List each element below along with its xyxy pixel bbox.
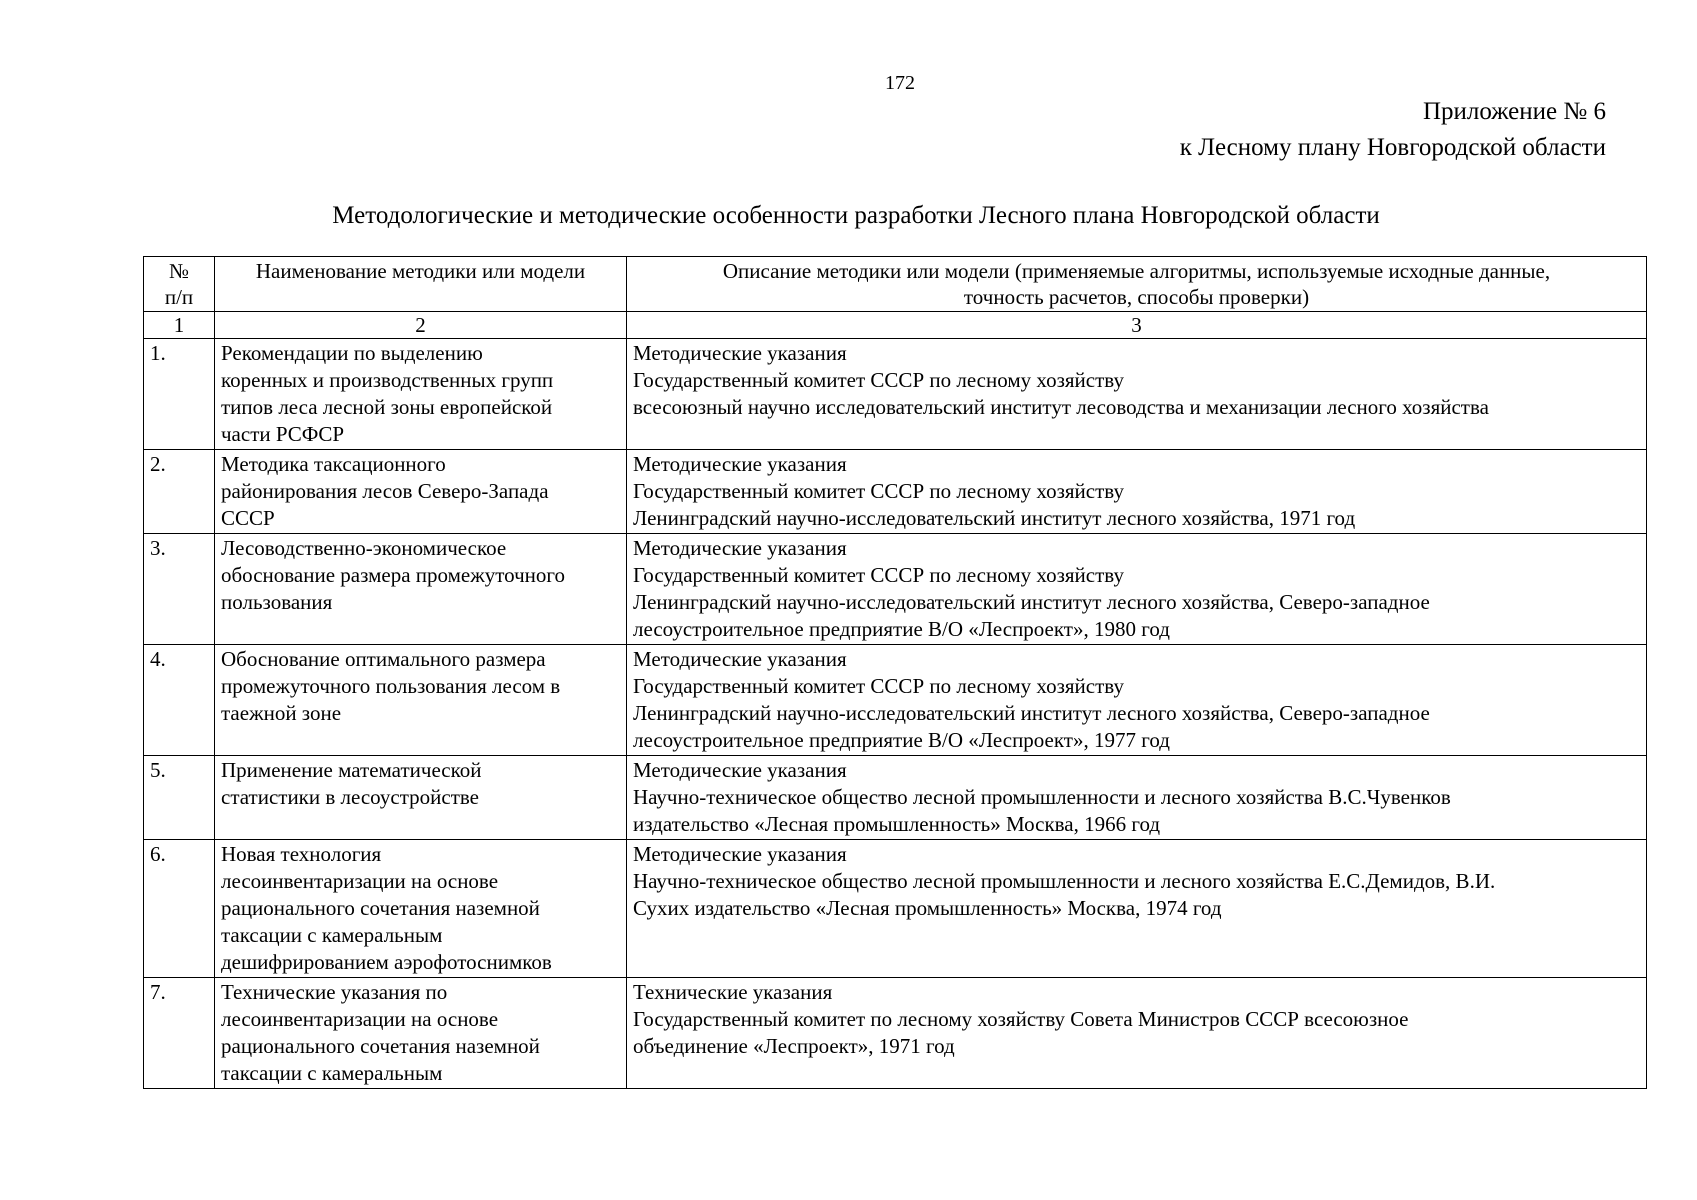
row-number: 4. (144, 645, 215, 756)
method-name-line: дешифрированием аэрофотоснимков (221, 950, 552, 974)
method-name-line: части РСФСР (221, 422, 345, 446)
table-header-row (144, 257, 1647, 312)
row-number: 6. (144, 840, 215, 978)
column-number: 3 (627, 312, 1647, 339)
method-description-line: Ленинградский научно-исследовательский институт лесного хозяйства, 1971 год (633, 506, 1356, 530)
table-row (144, 645, 1647, 756)
appendix-line-1: Приложение № 6 (1422, 98, 1606, 125)
method-name-line: таежной зоне (221, 701, 342, 725)
method-description-line: Ленинградский научно-исследовательский институт лесного хозяйства, Северо-западное (633, 590, 1430, 614)
method-description-line: Государственный комитет по лесному хозяйству Совета Министров СССР всесоюзное (633, 1007, 1409, 1031)
method-name-line: Технические указания по (221, 980, 448, 1004)
method-description-line: Государственный комитет СССР по лесному хозяйству (633, 368, 1124, 392)
method-name-cell (215, 645, 627, 756)
method-description-cell (627, 840, 1647, 978)
method-description-line: Технические указания (633, 980, 833, 1004)
method-name-line: типов леса лесной зоны европейской (221, 395, 553, 419)
method-name-line: Рекомендации по выделению (221, 341, 483, 365)
row-number: 2. (144, 450, 215, 534)
column-number: 2 (215, 312, 627, 339)
method-description-line: Сухих издательство «Лесная промышленность» Москва, 1974 год (633, 896, 1222, 920)
page-number: 172 (885, 72, 915, 94)
method-description-line: Научно-техническое общество лесной промышленности и лесного хозяйства В.С.Чувенков (633, 785, 1451, 809)
row-number: 5. (144, 756, 215, 840)
table-row (144, 840, 1647, 978)
method-name-line: рационального сочетания наземной (221, 896, 540, 920)
method-name-line: Новая технология (221, 842, 382, 866)
header-number-line: п/п (164, 285, 194, 309)
method-name-line: Обоснование оптимального размера (221, 647, 546, 671)
appendix-line-2: к Лесному плану Новгородской области (1179, 134, 1606, 161)
row-number: 7. (144, 978, 215, 1089)
method-description-cell (627, 534, 1647, 645)
method-description-line: издательство «Лесная промышленность» Москва, 1966 год (633, 812, 1161, 836)
method-description-line: всесоюзный научно исследовательский институт лесоводства и механизации лесного хозяйства (633, 395, 1489, 419)
method-description-line: Методические указания (633, 452, 847, 476)
header-description-line: Описание методики или модели (применяемые алгоритмы, используемые исходные данные, (722, 259, 1551, 283)
method-name-line: лесоинвентаризации на основе (221, 1007, 499, 1031)
row-number: 1. (144, 339, 215, 450)
method-description-cell (627, 645, 1647, 756)
method-description-line: Методические указания (633, 536, 847, 560)
method-description-cell (627, 756, 1647, 840)
method-description-line: Научно-техническое общество лесной промышленности и лесного хозяйства Е.С.Демидов, В.И. (633, 869, 1496, 893)
appendix-caption (1180, 94, 1606, 166)
method-description-line: Государственный комитет СССР по лесному хозяйству (633, 674, 1124, 698)
method-name-line: пользования (221, 590, 333, 614)
method-name-line: таксации с камеральным (221, 1061, 443, 1085)
method-description-cell (627, 978, 1647, 1089)
method-name-line: статистики в лесоустройстве (221, 785, 479, 809)
method-description-line: лесоустроительное предприятие В/О «Леспроект», 1980 год (633, 617, 1170, 641)
method-name-line: Методика таксационного (221, 452, 446, 476)
method-name-line: обоснование размера промежуточного (221, 563, 565, 587)
method-description-line: Государственный комитет СССР по лесному хозяйству (633, 479, 1124, 503)
header-name: Наименование методики или модели (215, 257, 627, 312)
header-number (144, 257, 215, 312)
method-description-line: лесоустроительное предприятие В/О «Леспроект», 1977 год (633, 728, 1170, 752)
method-name-line: Лесоводственно-экономическое (221, 536, 507, 560)
method-description-cell (627, 339, 1647, 450)
table-row (144, 339, 1647, 450)
method-name-line: коренных и производственных групп (221, 368, 554, 392)
method-name-line: Применение математической (221, 758, 482, 782)
methods-table (143, 256, 1647, 1089)
column-number-row (144, 312, 1647, 339)
table-row (144, 450, 1647, 534)
method-name-line: промежуточного пользования лесом в (221, 674, 561, 698)
method-name-line: районирования лесов Северо-Запада (221, 479, 549, 503)
method-description-line: Государственный комитет СССР по лесному хозяйству (633, 563, 1124, 587)
method-name-line: СССР (221, 506, 275, 530)
method-name-cell (215, 339, 627, 450)
method-name-cell (215, 534, 627, 645)
method-name-cell (215, 756, 627, 840)
method-description-line: Методические указания (633, 341, 847, 365)
method-name-line: таксации с камеральным (221, 923, 443, 947)
header-description-line: точность расчетов, способы проверки) (963, 285, 1310, 309)
method-name-line: рационального сочетания наземной (221, 1034, 540, 1058)
header-number-line: № (168, 259, 190, 283)
method-name-cell (215, 840, 627, 978)
method-name-cell (215, 978, 627, 1089)
header-description (627, 257, 1647, 312)
method-name-line: лесоинвентаризации на основе (221, 869, 499, 893)
method-description-line: объединение «Леспроект», 1971 год (633, 1034, 955, 1058)
method-name-cell (215, 450, 627, 534)
table-body (144, 339, 1647, 1089)
method-description-line: Методические указания (633, 647, 847, 671)
method-description-line: Ленинградский научно-исследовательский институт лесного хозяйства, Северо-западное (633, 701, 1430, 725)
method-description-line: Методические указания (633, 758, 847, 782)
method-description-cell (627, 450, 1647, 534)
column-number: 1 (144, 312, 215, 339)
table-row (144, 978, 1647, 1089)
row-number: 3. (144, 534, 215, 645)
table-row (144, 534, 1647, 645)
method-description-line: Методические указания (633, 842, 847, 866)
table-row (144, 756, 1647, 840)
document-title: Методологические и методические особенности разработки Лесного плана Новгородской области (332, 202, 1380, 229)
